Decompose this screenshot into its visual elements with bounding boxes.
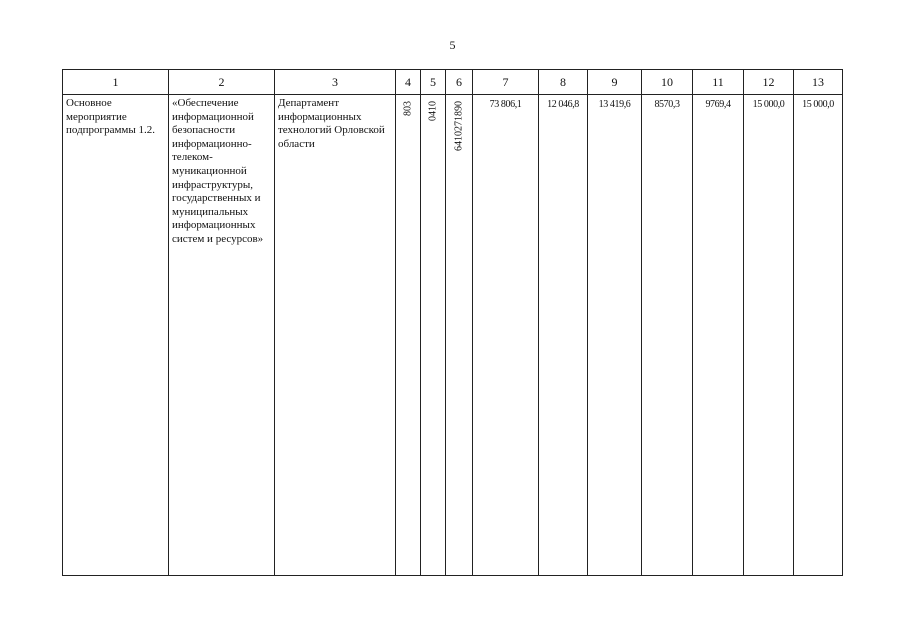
year-3-value: 8570,3 xyxy=(654,99,680,110)
header-cell-2: 2 xyxy=(169,70,275,95)
cell-year-6 xyxy=(794,95,843,576)
table-row xyxy=(63,95,843,576)
cell-year-4 xyxy=(693,95,744,576)
code-grbs-text: 803 xyxy=(402,101,414,116)
cell-event-name xyxy=(63,95,169,576)
cell-code-section xyxy=(421,95,446,576)
header-cell-11: 11 xyxy=(693,70,744,95)
total-value: 73 806,1 xyxy=(489,99,522,110)
year-2-value: 13 419,6 xyxy=(598,99,631,110)
cell-year-5 xyxy=(744,95,794,576)
cell-code-grbs xyxy=(396,95,421,576)
executor-text: Департамент информационных технологий Орловской области xyxy=(278,97,385,150)
header-cell-4: 4 xyxy=(396,70,421,95)
header-cell-9: 9 xyxy=(588,70,642,95)
event-name-text: Основное мероприятие подпрограммы 1.2. xyxy=(66,97,156,137)
cell-event-description xyxy=(169,95,275,576)
header-cell-5: 5 xyxy=(421,70,446,95)
cell-year-3 xyxy=(642,95,693,576)
header-row xyxy=(63,70,843,95)
code-target-text: 6410271890 xyxy=(453,101,465,151)
cell-executor xyxy=(275,95,396,576)
event-description-text: «Обеспечение информационной безопасности информационно-телеком-муникационной инфраструктуры, государственных и муниципальных информационных систем и ресурсов» xyxy=(172,97,264,245)
cell-year-1 xyxy=(539,95,588,576)
year-6-value: 15 000,0 xyxy=(802,99,834,110)
header-cell-3: 3 xyxy=(275,70,396,95)
header-cell-8: 8 xyxy=(539,70,588,95)
year-5-value: 15 000,0 xyxy=(752,99,785,110)
page-number: 5 xyxy=(449,38,456,52)
header-cell-13: 13 xyxy=(794,70,843,95)
header-cell-1: 1 xyxy=(63,70,169,95)
budget-table xyxy=(62,69,843,576)
header-cell-12: 12 xyxy=(744,70,794,95)
header-cell-10: 10 xyxy=(642,70,693,95)
code-section-text: 0410 xyxy=(427,101,439,121)
cell-year-2 xyxy=(588,95,642,576)
cell-code-target xyxy=(446,95,473,576)
year-4-value: 9769,4 xyxy=(705,99,731,110)
cell-total xyxy=(473,95,539,576)
header-cell-6: 6 xyxy=(446,70,473,95)
header-cell-7: 7 xyxy=(473,70,539,95)
year-1-value: 12 046,8 xyxy=(547,99,579,110)
